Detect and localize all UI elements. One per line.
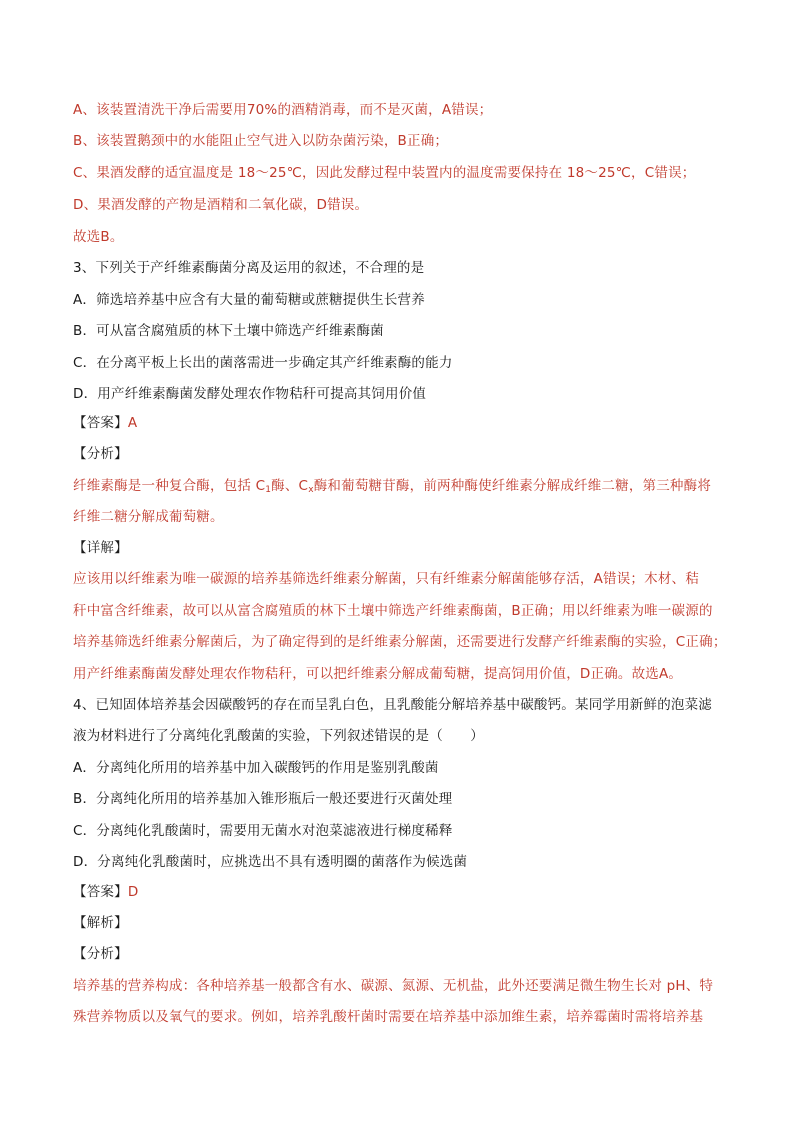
- question-4-answer: [73, 882, 733, 902]
- detail-line-4: 用产纤维素酶菌发酵处理农作物秸秆，可以把纤维素分解成葡萄糖，提高饲用价值，D正确。故选A。: [73, 666, 683, 682]
- detail-label: 【详解】: [73, 540, 128, 556]
- analysis-line-1: 纤维素酶是一种复合酶，包括 $C_1$酶、$C_x$酶和葡萄糖苷酶，前两种酶使纤维素分解成纤维二糖，第三种酶将: [73, 478, 712, 495]
- question-4-option-c: C．分离纯化乳酸菌时，需要用无菌水对泡菜滤液进行梯度稀释: [73, 823, 453, 839]
- explanation-label: 【解析】: [73, 915, 128, 931]
- analysis-label: 【分析】: [73, 446, 128, 462]
- question-4-option-d: D．分离纯化乳酸菌时，应挑选出不具有透明圈的菌落作为候选菌: [73, 854, 468, 870]
- question-4-option-a: A．分离纯化所用的培养基中加入碳酸钙的作用是鉴别乳酸菌: [73, 760, 439, 776]
- detail-line-1: 应该用以纤维素为唯一碳源的培养基筛选纤维素分解菌，只有纤维素分解菌能够存活，A错误；木材、秸: [73, 571, 699, 587]
- explanation-option-a: A、该装置清洗干净后需要用70%的酒精消毒，而不是灭菌，A错误；: [73, 102, 493, 118]
- explanation-option-b: B、该装置鹅颈中的水能阻止空气进入以防杂菌污染，B正确；: [73, 133, 449, 149]
- analysis-label: 【分析】: [73, 946, 128, 962]
- explanation-conclusion: 故选B。: [73, 229, 124, 245]
- question-3-answer: [73, 413, 733, 433]
- question-3-stem: 3、下列关于产纤维素酶菌分离及运用的叙述，不合理的是: [73, 260, 425, 276]
- question-3-option-c: C．在分离平板上长出的菌落需进一步确定其产纤维素酶的能力: [73, 355, 453, 371]
- answer-label: 【答案】: [73, 884, 128, 900]
- question-3-option-b: B．可从富含腐殖质的林下土壤中筛选产纤维素酶菌: [73, 323, 384, 339]
- answer-value: D: [127, 884, 139, 900]
- analysis-line-2: 殊营养物质以及氧气的要求。例如，培养乳酸杆菌时需要在培养基中添加维生素，培养霉菌时需将培养基: [73, 1009, 704, 1025]
- explanation-option-d: D、果酒发酵的产物是酒精和二氧化碳，D错误。: [73, 197, 369, 213]
- answer-value: A: [127, 415, 138, 431]
- analysis-line-2: 纤维二糖分解成葡萄糖。: [73, 509, 224, 525]
- answer-label: 【答案】: [73, 415, 128, 431]
- analysis-line-1: 培养基的营养构成：各种培养基一般都含有水、碳源、氮源、无机盐，此外还要满足微生物生长对 pH、特: [73, 978, 714, 994]
- question-4-stem-line-2: 液为材料进行了分离纯化乳酸菌的实验，下列叙述错误的是（ ）: [73, 728, 484, 744]
- question-3-option-a: A．筛选培养基中应含有大量的葡萄糖或蔗糖提供生长营养: [73, 292, 425, 308]
- detail-line-2: 秆中富含纤维素，故可以从富含腐殖质的林下土壤中筛选产纤维素酶菌，B正确；用以纤维素为唯一碳源的: [73, 603, 713, 619]
- detail-line-3: 培养基筛选纤维素分解菌后，为了确定得到的是纤维素分解菌，还需要进行发酵产纤维素酶的实验，C正确；: [73, 634, 727, 650]
- explanation-option-c: C、果酒发酵的适宜温度是 18～25℃，因此发酵过程中装置内的温度需要保持在 18～25℃，C错误；: [73, 165, 696, 181]
- question-4-stem-line-1: 4、已知固体培养基会因碳酸钙的存在而呈乳白色，且乳酸能分解培养基中碳酸钙。某同学用新鲜的泡菜滤: [73, 697, 712, 713]
- question-4-option-b: B．分离纯化所用的培养基加入锥形瓶后一般还要进行灭菌处理: [73, 791, 453, 807]
- question-3-option-d: D．用产纤维素酶菌发酵处理农作物秸秆可提高其饲用价值: [73, 386, 427, 402]
